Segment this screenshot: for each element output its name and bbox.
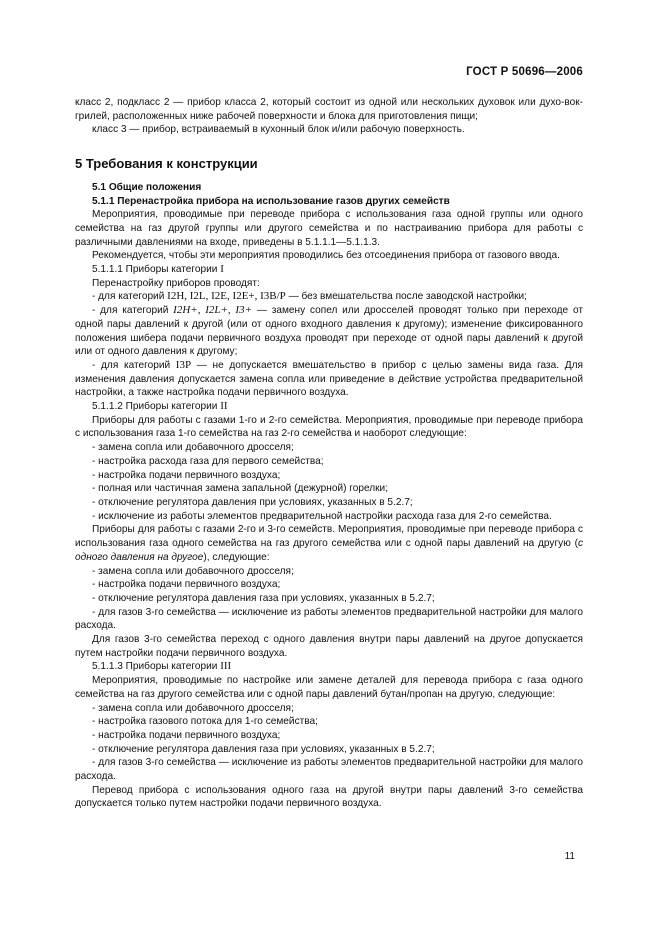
list-item: - для категорий I3P — не допускается вмешательство в прибор с целью замены вида газа. Для изменения давления допускается замена сопла или приведение в действие устройства предварительной настройки, а также настройка подачи первичного воздуха. — [75, 358, 583, 399]
list-item: - для газов 3-го семейства — исключение из работы элементов предварительной настройки для малого расхода. — [75, 757, 583, 783]
list-item: - для газов 3-го семейства — исключение из работы элементов предварительной настройки для малого расхода. — [75, 606, 583, 632]
list-item: - полная или частичная замена запальной (дежурной) горелки; — [92, 483, 388, 495]
list-item: - настройка подачи первичного воздуха; — [92, 579, 281, 591]
list-item: - для категорий I2H, I2L, I2E, I2E+, I3B/P — без вмешательства после заводской настройки; — [92, 290, 527, 303]
clause-heading: 5.1.1.1 Приборы категории I — [92, 263, 224, 276]
page-content — [75, 96, 583, 811]
list-item: - настройка расхода газа для первого семейства; — [92, 455, 324, 467]
list-item: - исключение из работы элементов предварительной настройки расхода газа для 2-го семейства. — [92, 510, 552, 522]
list-item: - для категорий I2H+, I2L+, I3+ — замену сопел или дросселей проводят только при переходе от одной пары давлений к другой (или от одного входного давления к другому); изменение фиксированного положения шибера подачи первичного воздуха проводят при переходе от одной пары давлений к другой или от одного давления к другому; — [75, 304, 583, 358]
paragraph: Приборы для работы с газами 1-го и 2-го семейства. Мероприятия, проводимые при переводе прибора с использования газа 1-го семейства на газ 2-го семейства и наоборот следующие: — [75, 414, 583, 440]
list-item: - замена сопла или добавочного дросселя; — [92, 442, 294, 454]
paragraph: класс 2, подкласс 2 — прибор класса 2, который состоит из одной или нескольких духовок или духо-вок-грилей, расположенных ниже рабочей поверхности и блока для приготовления пищи; — [75, 97, 583, 122]
list-item: - настройка газового потока для 1-го семейства; — [92, 716, 318, 728]
clause-heading: 5.1.1.2 Приборы категории II — [92, 400, 228, 413]
page-number: 11 — [564, 851, 575, 862]
list-item: - отключение регулятора давления газа при условиях, указанных в 5.2.7; — [92, 592, 435, 604]
document-id: ГОСТ Р 50696—2006 — [466, 66, 583, 78]
subsection-heading: 5.1.1 Перенастройка прибора на использование газов других семейств — [92, 195, 450, 207]
list-item: - замена сопла или добавочного дросселя; — [92, 565, 294, 577]
paragraph: Мероприятия, проводимые при переводе прибора с использования газа одной группы или одного семейства на газ другой группы или другого семейства и по настраиванию прибора для работы с различными давлениями на входе, приведены в 5.1.1.1—5.1.1.3. — [75, 209, 583, 248]
paragraph: Перевод прибора с использования одного газа на другой внутри пары давлений 3-го семейства допускается только путем настройки подачи первичного воздуха. — [75, 784, 583, 810]
clause-heading: 5.1.1.3 Приборы категории III — [92, 660, 232, 673]
paragraph: класс 3 — прибор, встраиваемый в кухонный блок и/или рабочую поверхность. — [92, 124, 465, 136]
list-item: - настройка подачи первичного воздуха; — [92, 469, 281, 481]
paragraph: Перенастройку приборов проводят: — [92, 277, 260, 289]
section-heading: 5 Требования к конструкции — [75, 156, 258, 172]
list-item: - отключение регулятора давления при условиях, указанных в 5.2.7; — [92, 496, 413, 508]
list-item: - настройка подачи первичного воздуха; — [92, 729, 281, 741]
list-item: - отключение регулятора давления газа при условиях, указанных в 5.2.7; — [92, 743, 435, 755]
paragraph: Мероприятия, проводимые по настройке или замене деталей для перевода прибора с газа одного семейства на газ другого семейства или с одной пары давлений бутан/пропан на другую, следующие: — [75, 675, 583, 700]
subsection-heading: 5.1 Общие положения — [92, 181, 202, 193]
paragraph: Рекомендуется, чтобы эти мероприятия проводились без отсоединения прибора от газового ввода. — [92, 250, 560, 262]
paragraph: Для газов 3-го семейства переход с одного давления внутри пары давлений на другое допускается путем настройки подачи первичного воздуха. — [75, 634, 583, 659]
paragraph: Приборы для работы с газами 2-го и 3-го семейств. Мероприятия, проводимые при переводе прибора с использования газа одного семейства на газ другого семейства или с одной пары давлений на другую (с одного давления на другое), следующие: — [75, 524, 583, 563]
list-item: - замена сопла или добавочного дросселя; — [92, 702, 294, 714]
